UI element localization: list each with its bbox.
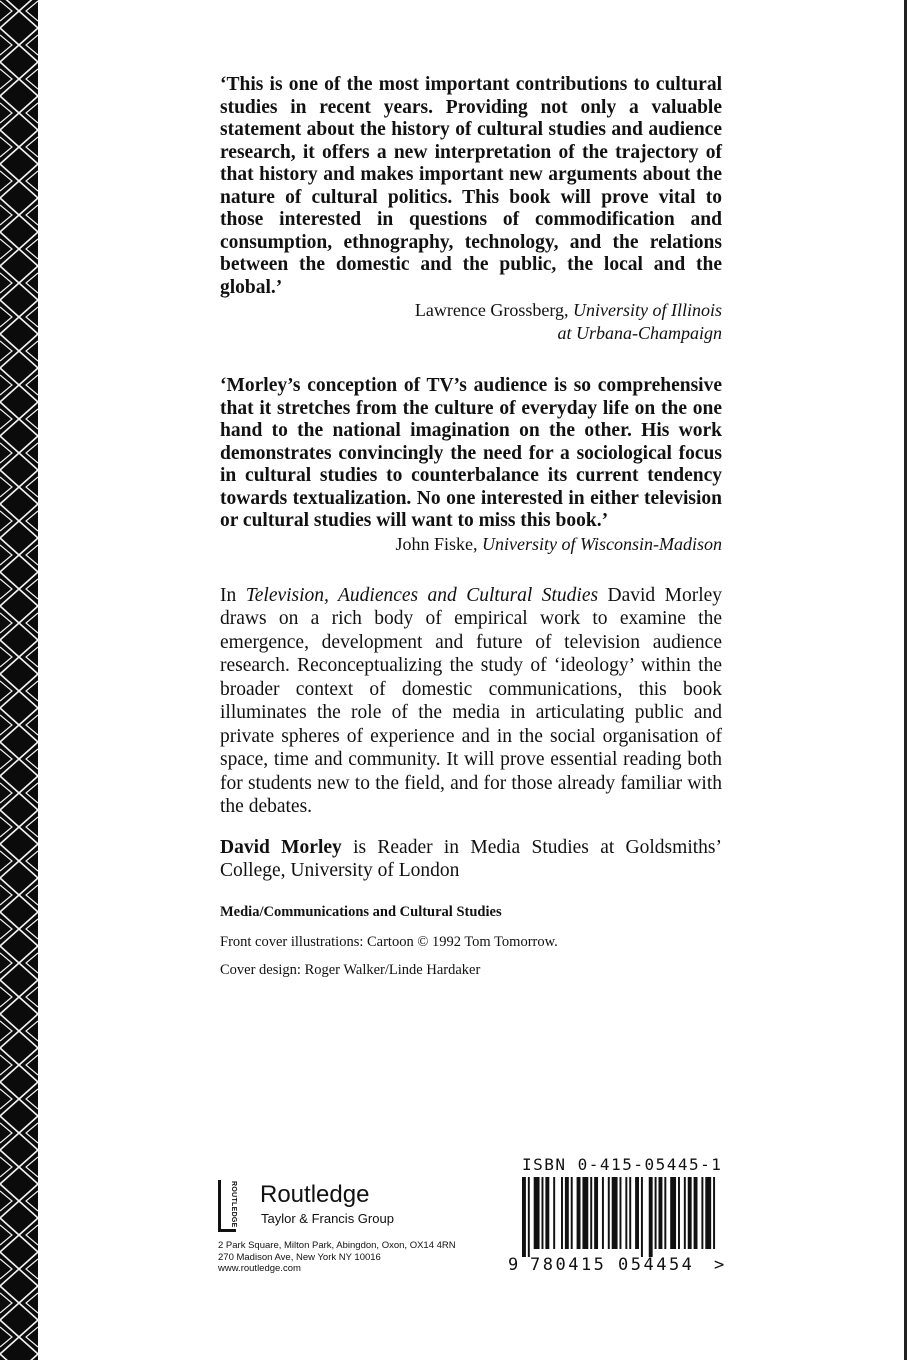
- author-bio-text: is Reader in Media Studies at Goldsmiths’ College, University of London: [220, 836, 722, 881]
- lattice-line: [0, 1354, 38, 1360]
- barcode-bar: [594, 1177, 598, 1249]
- lattice-line: [0, 0, 38, 28]
- lattice-line: [0, 334, 38, 368]
- barcode-bar: [602, 1177, 604, 1249]
- lattice-line: [0, 1116, 38, 1150]
- lattice-line: [0, 1252, 38, 1286]
- barcode-bar: [571, 1177, 573, 1249]
- description-text: David Morley draws on a rich body of empirical work to examine the emergence, development and future of television audience research. Reconceptualizing the study of ‘ideology’ within the broader context of domestic communications, this book illuminates the role of the media in articulating public and private spheres of experience and in the social organisation of space, time and community. It will prove essential reading both for students new to the field, and for those already familiar with the debates.: [220, 584, 723, 817]
- address-line-1: 2 Park Square, Milton Park, Abingdon, Oxon, OX14 4RN: [218, 1240, 456, 1251]
- cover-design-credit: Cover design: Roger Walker/Linde Hardaker: [220, 961, 481, 978]
- lattice-line: [0, 572, 38, 606]
- lattice-line: [0, 1286, 38, 1320]
- description-lead: In: [220, 584, 237, 606]
- barcode-bar: [522, 1177, 526, 1257]
- ean-arrow-icon: >: [714, 1255, 725, 1275]
- endorsement-quote-2: ‘Morley’s conception of TV’s audience is so comprehensive that it stretches from the culture of everyday life on the one hand to the national imagination on the other. His work demonstrates convincingly the need for a sociological focus in cultural studies to counterbalance its current tendency towards textualization. No one interested in either television or cultural studies will want to miss this book.’: [220, 375, 722, 531]
- lattice-line: [0, 96, 38, 130]
- barcode-bar: [629, 1177, 631, 1249]
- lattice-line: [0, 1048, 38, 1082]
- lattice-line: [0, 1150, 38, 1184]
- lattice-line: [0, 164, 38, 198]
- lattice-line: [0, 504, 38, 538]
- barcode-bar: [684, 1177, 686, 1249]
- lattice-line: [0, 232, 38, 266]
- lattice-line: [0, 28, 38, 62]
- address-line-2: 270 Madison Ave, New York NY 10016: [218, 1251, 381, 1263]
- endorser-name-1: Lawrence Grossberg,: [414, 300, 569, 320]
- barcode-bar: [670, 1177, 676, 1249]
- isbn-barcode: [506, 1155, 728, 1280]
- routledge-logo-mark: [218, 1180, 236, 1232]
- barcode-bar: [705, 1177, 711, 1249]
- lattice-line: [0, 130, 38, 164]
- lattice-line: [0, 470, 38, 504]
- barcode-bar: [545, 1177, 549, 1249]
- endorser-affiliation-2: University of Wisconsin-Madison: [482, 533, 722, 554]
- barcode-bar: [612, 1177, 618, 1249]
- lattice-line: [0, 198, 38, 232]
- barcode-bar: [678, 1177, 680, 1249]
- publisher-website: www.routledge.com: [218, 1263, 301, 1274]
- barcode-bar: [620, 1177, 622, 1249]
- diamond-pattern-graphic: [0, 0, 38, 1360]
- lattice-line: [0, 436, 38, 470]
- barcode-bar: [534, 1177, 540, 1249]
- lattice-line: [0, 402, 38, 436]
- spine-pattern: [0, 0, 38, 1360]
- barcode-bar: [701, 1177, 703, 1249]
- author-name: David Morley: [220, 836, 342, 858]
- lattice-line: [0, 300, 38, 334]
- lattice-line: [0, 878, 38, 912]
- endorser-name-2: John Fiske,: [395, 533, 478, 554]
- routledge-logo-vertical-text: ROUTLEDGE: [230, 1181, 237, 1228]
- lattice-line: [0, 708, 38, 742]
- publisher-address: [218, 1240, 498, 1275]
- cover-illustration-credit: Front cover illustrations: Cartoon © 1992 Tom Tomorrow.: [220, 933, 558, 950]
- publisher-group: Taylor & Francis Group: [261, 1211, 394, 1226]
- publisher-name: Routledge: [260, 1181, 370, 1208]
- barcode-bar: [713, 1177, 715, 1249]
- back-cover-text: [220, 74, 722, 979]
- ean-right-digits: 054454: [618, 1255, 695, 1275]
- book-description: [220, 584, 722, 819]
- lattice-line: [0, 368, 38, 402]
- endorser-affiliation-1b: at Urbana-Champaign: [557, 323, 722, 343]
- barcode-bar: [635, 1177, 639, 1249]
- barcode-bar: [655, 1177, 657, 1249]
- barcode-bar: [561, 1177, 563, 1249]
- ean-first-digit: 9: [508, 1255, 519, 1275]
- lattice-line: [0, 266, 38, 300]
- lattice-line: [0, 844, 38, 878]
- barcode-bar: [528, 1177, 530, 1257]
- lattice-line: [0, 1082, 38, 1116]
- lattice-line: [0, 606, 38, 640]
- lattice-line: [0, 980, 38, 1014]
- lattice-line: [0, 946, 38, 980]
- barcode-bar: [659, 1177, 663, 1249]
- isbn-number: ISBN 0-415-05445-1: [522, 1155, 723, 1174]
- lattice-line: [0, 674, 38, 708]
- lattice-line: [0, 1014, 38, 1048]
- endorsement-quote-1: ‘This is one of the most important contributions to cultural studies in recent years. Providing not only a valuable statement about the history of cultural studies and audience research, it offers a new interpretation of the trajectory of that history and makes important new arguments about the nature of cultural politics. This book will prove vital to those interested in questions of commodification and consumption, ethnography, technology, and the relations between the domestic and the public, the local and the global.’: [220, 74, 722, 298]
- barcode-bar: [542, 1177, 544, 1249]
- endorsement-attribution-2: [220, 533, 722, 556]
- author-bio: [220, 836, 722, 883]
- lattice-line: [0, 1184, 38, 1218]
- barcode-bar: [664, 1177, 666, 1249]
- lattice-line: [0, 776, 38, 810]
- barcode-bar: [590, 1177, 592, 1249]
- subject-category: Media/Communications and Cultural Studies: [220, 903, 502, 920]
- barcode-bar: [582, 1177, 588, 1249]
- ean-digits: [506, 1255, 728, 1277]
- lattice-line: [0, 1218, 38, 1252]
- barcode-bar: [553, 1177, 555, 1249]
- lattice-line: [0, 742, 38, 776]
- barcode-bars: [506, 1177, 728, 1257]
- ean-left-digits: 780415: [530, 1255, 607, 1275]
- endorser-affiliation-1a: University of Illinois: [573, 300, 722, 320]
- lattice-line: [0, 62, 38, 96]
- barcode-bar: [688, 1177, 692, 1249]
- lattice-line: [0, 912, 38, 946]
- barcode-bar: [649, 1177, 653, 1257]
- barcode-bar: [694, 1177, 698, 1249]
- barcode-bar: [641, 1177, 643, 1257]
- lattice-line: [0, 640, 38, 674]
- lattice-line: [0, 810, 38, 844]
- barcode-bar: [608, 1177, 610, 1249]
- barcode-bar: [625, 1177, 627, 1249]
- barcode-bar: [577, 1177, 581, 1249]
- endorsement-attribution-1: [220, 299, 722, 345]
- barcode-bar: [565, 1177, 569, 1249]
- lattice-line: [0, 538, 38, 572]
- lattice-line: [0, 1320, 38, 1354]
- book-title: Television, Audiences and Cultural Studies: [245, 584, 599, 606]
